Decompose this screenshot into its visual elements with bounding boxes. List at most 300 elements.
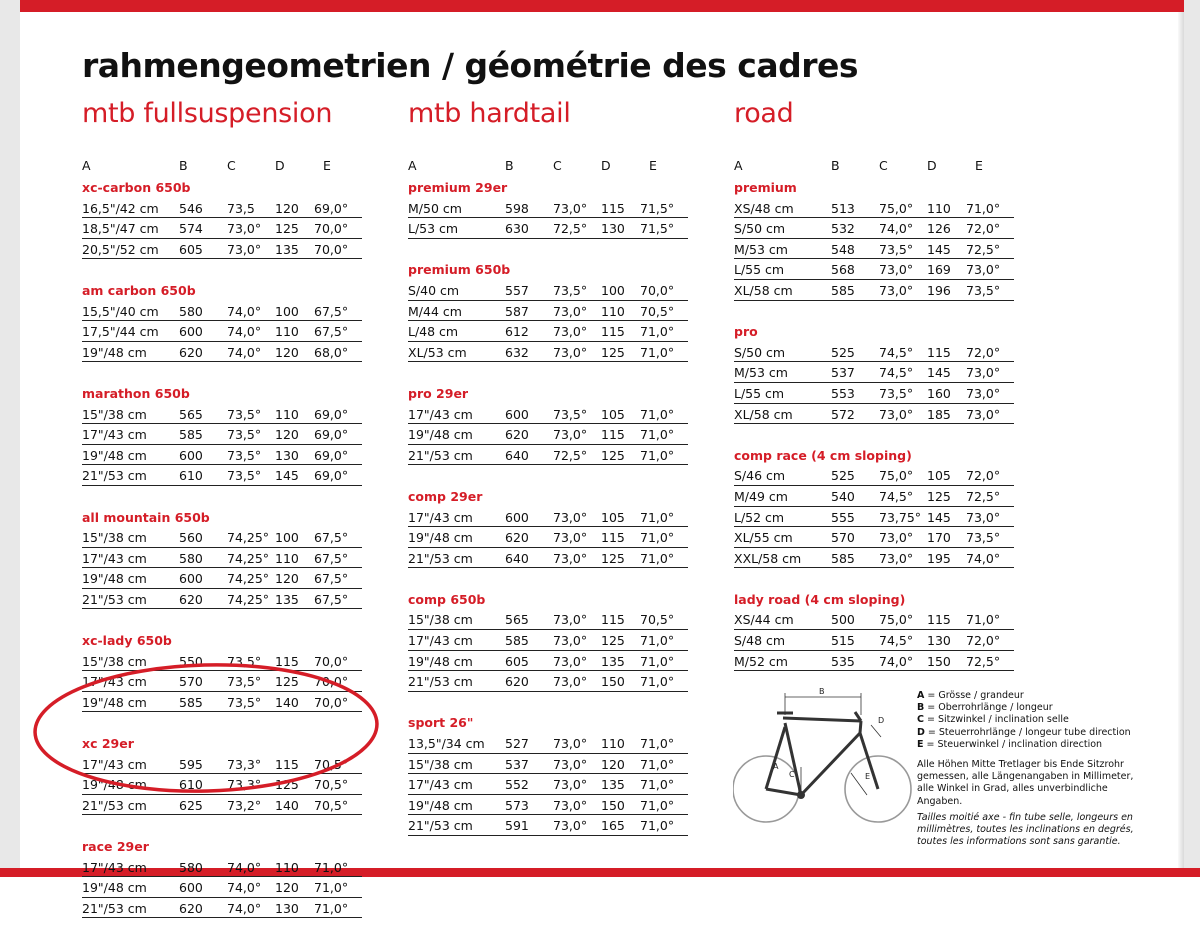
cell-a: 17"/43 cm (408, 406, 473, 422)
cell-d: 100 (601, 282, 625, 298)
cell-d: 115 (927, 612, 951, 628)
table-row (734, 259, 1014, 280)
table-row (82, 301, 362, 322)
cell-b: 605 (505, 653, 529, 669)
legend-items (917, 690, 1147, 751)
cell-c: 73,5° (227, 653, 262, 669)
cell-a: 21"/53 cm (82, 797, 147, 813)
cell-d: 125 (927, 488, 951, 504)
cell-d: 115 (601, 427, 625, 443)
cell-c: 73,2° (227, 797, 262, 813)
cell-d: 160 (927, 385, 951, 401)
cell-e: 73,0° (966, 406, 1001, 422)
cell-b: 568 (831, 262, 855, 278)
cell-b: 591 (505, 818, 529, 834)
cell-b: 515 (831, 633, 855, 649)
cell-d: 145 (927, 365, 951, 381)
cell-e: 67,5° (314, 591, 349, 607)
table-row (82, 527, 362, 548)
column-header-a: A (408, 158, 417, 173)
cell-e: 70,0° (314, 674, 349, 690)
table-row (408, 218, 688, 239)
legend-note-french: Tailles moitié axe - fin tube selle, longeurs en millimètres, toutes les inclinations en degrés, toutes les informations sont sans garantie. (917, 811, 1134, 848)
cell-c: 74,0° (227, 880, 262, 896)
cell-a: S/46 cm (734, 468, 786, 484)
table-row (734, 465, 1014, 486)
cell-d: 135 (275, 241, 299, 257)
cell-a: 15"/38 cm (82, 406, 147, 422)
column-heading: mtb fullsuspension (82, 98, 333, 129)
table-row (82, 342, 362, 363)
cell-b: 595 (179, 756, 203, 772)
cell-d: 195 (927, 550, 951, 566)
cell-e: 71,0° (640, 344, 675, 360)
cell-e: 67,5° (314, 324, 349, 340)
cell-a: 19"/48 cm (82, 777, 147, 793)
legend-key: A (917, 690, 925, 701)
model-section (408, 589, 688, 692)
table-row (82, 548, 362, 569)
model-title: all mountain 650b (82, 509, 210, 525)
cell-d: 140 (275, 797, 299, 813)
diagram-label-c: C (789, 770, 795, 779)
cell-c: 73,5° (879, 385, 914, 401)
column-header-c: C (553, 158, 562, 173)
cell-a: 17"/43 cm (82, 756, 147, 772)
model-title: comp 29er (408, 488, 483, 504)
cell-b: 573 (505, 797, 529, 813)
table-row (408, 404, 688, 425)
legend-text: = Oberrohrlänge / longeur (927, 702, 1053, 714)
cell-e: 69,0° (314, 406, 349, 422)
table-row (408, 548, 688, 569)
cell-e: 69,0° (314, 468, 349, 484)
cell-d: 120 (275, 200, 299, 216)
cell-e: 70,0° (314, 653, 349, 669)
cell-d: 125 (601, 447, 625, 463)
cell-e: 69,0° (314, 200, 349, 216)
cell-c: 74,5° (879, 633, 914, 649)
cell-d: 120 (275, 427, 299, 443)
cell-d: 120 (275, 880, 299, 896)
model-title: comp race (4 cm sloping) (734, 447, 912, 463)
column-header-b: B (831, 158, 840, 173)
cell-e: 71,0° (966, 200, 1001, 216)
cell-e: 72,5° (966, 488, 1001, 504)
table-row (82, 898, 362, 919)
column-header-b: B (505, 158, 514, 173)
cell-a: 15"/38 cm (82, 653, 147, 669)
cell-a: 13,5"/34 cm (408, 736, 485, 752)
cell-b: 540 (831, 488, 855, 504)
model-title: lady road (4 cm sloping) (734, 591, 906, 607)
cell-b: 513 (831, 200, 855, 216)
cell-c: 74,25° (227, 571, 270, 587)
cell-e: 70,5° (314, 756, 349, 772)
cell-c: 73,5° (227, 468, 262, 484)
right-page-edge (1184, 0, 1200, 877)
table-row (408, 774, 688, 795)
cell-b: 572 (831, 406, 855, 422)
cell-c: 73,0° (553, 612, 588, 628)
cell-b: 552 (505, 777, 529, 793)
cell-a: 19"/48 cm (82, 447, 147, 463)
cell-c: 73,0° (553, 756, 588, 772)
table-row (408, 424, 688, 445)
cell-c: 74,25° (227, 530, 270, 546)
cell-e: 71,0° (966, 612, 1001, 628)
table-row (82, 568, 362, 589)
cell-c: 73,0° (553, 324, 588, 340)
cell-b: 565 (179, 406, 203, 422)
cell-e: 67,5° (314, 571, 349, 587)
legend-item (917, 702, 1147, 714)
page-title: rahmengeometrien / géométrie des cadres (82, 46, 859, 85)
cell-b: 535 (831, 653, 855, 669)
legend-note-german: Alle Höhen Mitte Tretlager bis Ende Sitzrohr gemessen, alle Längenangaben in Millimeter, alle Winkel in Grad, alles unverbindliche Angaben. (917, 759, 1134, 807)
cell-d: 130 (601, 221, 625, 237)
cell-d: 196 (927, 282, 951, 298)
cell-a: 15,5"/40 cm (82, 303, 159, 319)
table-row (408, 280, 688, 301)
cell-d: 135 (275, 591, 299, 607)
cell-b: 612 (505, 324, 529, 340)
cell-d: 125 (601, 344, 625, 360)
cell-e: 67,5° (314, 303, 349, 319)
cell-c: 72,5° (553, 447, 588, 463)
cell-c: 74,0° (227, 900, 262, 916)
table-row (734, 198, 1014, 219)
column-header-c: C (227, 158, 236, 173)
cell-a: M/53 cm (734, 241, 788, 257)
cell-b: 605 (179, 241, 203, 257)
table-row (82, 424, 362, 445)
cell-a: 17"/43 cm (82, 674, 147, 690)
cell-e: 68,0° (314, 344, 349, 360)
cell-b: 610 (179, 777, 203, 793)
cell-e: 72,5° (966, 241, 1001, 257)
cell-b: 598 (505, 200, 529, 216)
cell-d: 145 (927, 241, 951, 257)
cell-c: 73,0° (553, 530, 588, 546)
cell-c: 73,0° (553, 818, 588, 834)
cell-a: 15"/38 cm (82, 530, 147, 546)
table-row (82, 445, 362, 466)
cell-c: 73,5° (553, 406, 588, 422)
model-section (734, 589, 1014, 671)
cell-a: 19"/48 cm (82, 571, 147, 587)
cell-c: 73,0° (227, 241, 262, 257)
cell-a: 21"/53 cm (82, 591, 147, 607)
column-header-e: E (649, 158, 657, 173)
cell-e: 67,5° (314, 550, 349, 566)
model-title: xc-lady 650b (82, 633, 172, 649)
column-header-a: A (734, 158, 743, 173)
cell-b: 630 (505, 221, 529, 237)
cell-e: 71,0° (640, 427, 675, 443)
cell-c: 73,0° (879, 282, 914, 298)
left-page-edge (0, 0, 20, 877)
cell-d: 115 (601, 324, 625, 340)
cell-d: 165 (601, 818, 625, 834)
cell-b: 640 (505, 447, 529, 463)
cell-e: 71,0° (640, 324, 675, 340)
diagram-label-e: E (865, 772, 871, 781)
cell-e: 71,0° (640, 550, 675, 566)
column-header-d: D (601, 158, 611, 173)
cell-d: 135 (601, 777, 625, 793)
cell-b: 620 (179, 344, 203, 360)
cell-a: S/40 cm (408, 282, 460, 298)
bike-geometry-diagram (733, 685, 913, 835)
cell-e: 72,0° (966, 633, 1001, 649)
cell-c: 73,5 (227, 200, 255, 216)
cell-c: 73,0° (553, 797, 588, 813)
cell-a: S/48 cm (734, 633, 786, 649)
cell-b: 527 (505, 736, 529, 752)
cell-d: 130 (275, 900, 299, 916)
cell-b: 525 (831, 344, 855, 360)
cell-c: 73,0° (553, 550, 588, 566)
cell-c: 75,0° (879, 468, 914, 484)
cell-d: 115 (927, 344, 951, 360)
table-row (408, 198, 688, 219)
cell-c: 73,0° (553, 674, 588, 690)
cell-c: 73,0° (879, 406, 914, 422)
table-row (734, 651, 1014, 672)
cell-a: 17"/43 cm (408, 633, 473, 649)
table-row (734, 527, 1014, 548)
cell-b: 580 (179, 303, 203, 319)
cell-a: XXL/58 cm (734, 550, 802, 566)
cell-a: L/55 cm (734, 385, 785, 401)
cell-a: 21"/53 cm (82, 900, 147, 916)
table-row (82, 218, 362, 239)
model-section (408, 177, 688, 239)
cell-a: L/48 cm (408, 324, 459, 340)
model-section (408, 712, 688, 836)
cell-e: 72,0° (966, 344, 1001, 360)
table-row (82, 239, 362, 260)
cell-a: 18,5"/47 cm (82, 221, 159, 237)
cell-d: 120 (275, 571, 299, 587)
cell-a: 17"/43 cm (408, 509, 473, 525)
cell-d: 115 (275, 756, 299, 772)
cell-c: 75,0° (879, 612, 914, 628)
cell-b: 532 (831, 221, 855, 237)
cell-b: 565 (505, 612, 529, 628)
cell-b: 580 (179, 550, 203, 566)
cell-b: 546 (179, 200, 203, 216)
cell-c: 73,0° (553, 736, 588, 752)
cell-c: 73,0° (553, 427, 588, 443)
legend-text: = Sitzwinkel / inclination selle (927, 714, 1069, 726)
cell-e: 69,0° (314, 447, 349, 463)
model-section (734, 177, 1014, 301)
cell-c: 74,5° (879, 488, 914, 504)
cell-b: 585 (831, 550, 855, 566)
cell-a: 15"/38 cm (408, 756, 473, 772)
column-road (734, 98, 1014, 692)
model-title: marathon 650b (82, 385, 190, 401)
cell-a: XL/53 cm (408, 344, 467, 360)
cell-b: 640 (505, 550, 529, 566)
model-title: am carbon 650b (82, 282, 196, 298)
top-red-bar (0, 0, 1200, 12)
cell-c: 73,0° (879, 550, 914, 566)
cell-d: 115 (601, 530, 625, 546)
diagram-label-d: D (878, 716, 885, 725)
cell-e: 73,0° (966, 365, 1001, 381)
cell-b: 610 (179, 468, 203, 484)
column-header-row (408, 155, 688, 175)
cell-e: 72,5° (966, 653, 1001, 669)
table-row (734, 362, 1014, 383)
column-header-d: D (275, 158, 285, 173)
cell-e: 71,5° (640, 200, 675, 216)
cell-a: 19"/48 cm (408, 797, 473, 813)
cell-a: 21"/53 cm (408, 550, 473, 566)
cell-d: 150 (601, 797, 625, 813)
cell-e: 72,0° (966, 468, 1001, 484)
model-section (82, 836, 362, 918)
cell-d: 105 (601, 406, 625, 422)
legend-text: = Steuerwinkel / inclination direction (926, 738, 1103, 750)
cell-d: 125 (275, 674, 299, 690)
cell-d: 100 (275, 530, 299, 546)
cell-e: 71,5° (640, 221, 675, 237)
model-section (82, 177, 362, 259)
cell-c: 73,0° (879, 530, 914, 546)
cell-d: 110 (275, 324, 299, 340)
cell-c: 73,5° (553, 282, 588, 298)
model-title: premium (734, 180, 797, 195)
table-row (734, 486, 1014, 507)
cell-b: 557 (505, 282, 529, 298)
model-title: xc-carbon 650b (82, 180, 191, 195)
cell-e: 71,0° (640, 509, 675, 525)
cell-e: 70,0° (314, 694, 349, 710)
table-row (408, 733, 688, 754)
cell-a: 17"/43 cm (82, 859, 147, 875)
model-title: xc 29er (82, 736, 134, 752)
cell-a: M/50 cm (408, 200, 462, 216)
model-title: race 29er (82, 839, 149, 854)
highlight-circle (32, 662, 380, 794)
cell-a: 19"/48 cm (82, 880, 147, 896)
cell-e: 70,5° (640, 303, 675, 319)
cell-a: XL/55 cm (734, 530, 793, 546)
column-header-c: C (879, 158, 888, 173)
cell-d: 125 (601, 633, 625, 649)
cell-c: 74,25° (227, 550, 270, 566)
column-mtb-fullsuspension (82, 98, 362, 939)
cell-c: 74,0° (227, 344, 262, 360)
cell-b: 585 (179, 427, 203, 443)
column-mtb-hardtail (408, 98, 688, 857)
cell-e: 71,0° (640, 406, 675, 422)
model-title: sport 26" (408, 715, 474, 731)
cell-d: 170 (927, 530, 951, 546)
cell-e: 71,0° (640, 674, 675, 690)
cell-b: 537 (831, 365, 855, 381)
table-row (408, 754, 688, 775)
cell-a: M/52 cm (734, 653, 788, 669)
cell-d: 145 (275, 468, 299, 484)
cell-e: 71,0° (640, 447, 675, 463)
cell-a: 21"/53 cm (408, 447, 473, 463)
legend-text: = Steuerrohrlänge / longeur tube direction (927, 726, 1131, 738)
cell-c: 73,0° (879, 262, 914, 278)
model-section (82, 507, 362, 610)
cell-e: 71,0° (640, 633, 675, 649)
table-row (734, 630, 1014, 651)
column-heading: mtb hardtail (408, 98, 571, 129)
cell-a: XL/58 cm (734, 282, 793, 298)
model-section (734, 321, 1014, 424)
cell-c: 73,5° (227, 427, 262, 443)
cell-a: L/55 cm (734, 262, 785, 278)
cell-d: 115 (601, 612, 625, 628)
model-title: premium 650b (408, 262, 511, 278)
cell-c: 74,0° (227, 303, 262, 319)
model-section (408, 383, 688, 465)
table-row (408, 445, 688, 466)
cell-d: 125 (275, 777, 299, 793)
model-section (408, 259, 688, 362)
cell-e: 73,5° (966, 282, 1001, 298)
table-row (82, 795, 362, 816)
cell-b: 625 (179, 797, 203, 813)
table-row (734, 404, 1014, 425)
cell-c: 74,0° (227, 324, 262, 340)
table-row (734, 218, 1014, 239)
column-header-d: D (927, 158, 937, 173)
column-header-a: A (82, 158, 91, 173)
cell-c: 74,0° (879, 221, 914, 237)
cell-b: 537 (505, 756, 529, 772)
table-row (408, 651, 688, 672)
cell-d: 130 (275, 447, 299, 463)
cell-a: 15"/38 cm (408, 612, 473, 628)
table-row (82, 465, 362, 486)
cell-d: 105 (601, 509, 625, 525)
cell-b: 632 (505, 344, 529, 360)
legend-item (917, 714, 1147, 726)
cell-e: 70,0° (640, 282, 675, 298)
cell-c: 73,5° (227, 674, 262, 690)
cell-c: 73,5° (227, 406, 262, 422)
cell-b: 620 (505, 530, 529, 546)
table-row (408, 795, 688, 816)
cell-d: 100 (275, 303, 299, 319)
cell-e: 70,5° (314, 777, 349, 793)
cell-d: 169 (927, 262, 951, 278)
model-section (734, 445, 1014, 569)
cell-a: 17"/43 cm (408, 777, 473, 793)
geometry-legend (917, 690, 1147, 848)
cell-d: 150 (927, 653, 951, 669)
cell-d: 120 (275, 344, 299, 360)
cell-c: 73,5° (227, 694, 262, 710)
cell-a: 19"/48 cm (408, 530, 473, 546)
model-title: pro 29er (408, 385, 469, 401)
cell-a: 16,5"/42 cm (82, 200, 159, 216)
cell-b: 585 (831, 282, 855, 298)
cell-b: 620 (179, 591, 203, 607)
cell-e: 69,0° (314, 427, 349, 443)
column-header-b: B (179, 158, 188, 173)
